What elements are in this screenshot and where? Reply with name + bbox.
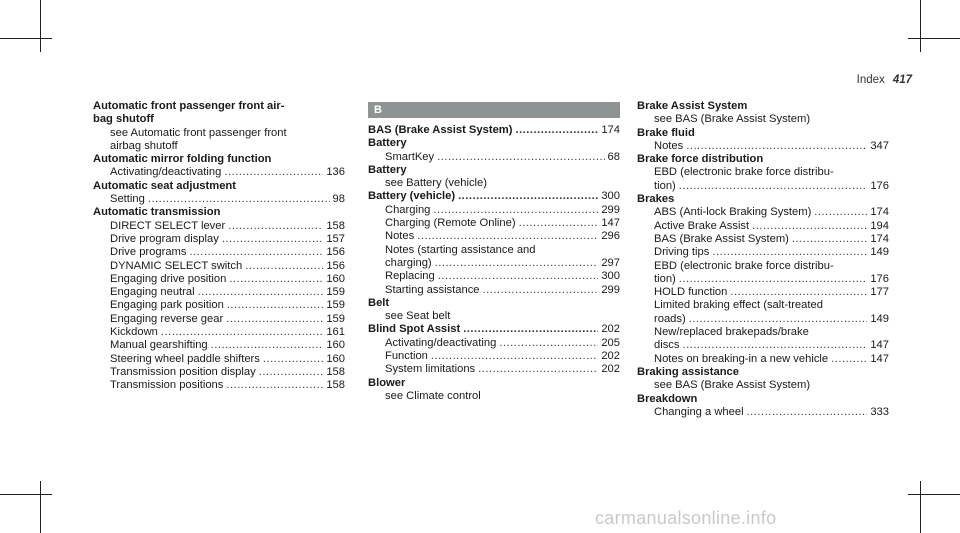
entry-label: Activating/deactivating	[385, 336, 497, 349]
page-reference[interactable]: 205	[601, 336, 620, 349]
entry-label: Battery	[368, 137, 407, 150]
index-subentry	[368, 177, 620, 190]
entry-label: Notes on breaking-in a new vehicle	[654, 352, 829, 365]
header-label: Index	[856, 74, 885, 86]
dot-leader	[433, 204, 598, 217]
entry-label: Limited braking effect (salt-treated	[654, 299, 823, 312]
dot-leader	[814, 206, 867, 219]
dot-leader	[263, 353, 323, 366]
dot-leader	[437, 151, 604, 164]
index-subentry	[368, 217, 620, 230]
index-heading	[93, 100, 345, 113]
index-subentry	[93, 140, 345, 153]
dot-leader	[483, 284, 599, 297]
dot-leader	[689, 313, 868, 326]
entry-label: BAS (Brake Assist System)	[368, 124, 513, 136]
entry-label: Driving tips	[654, 246, 710, 259]
index-heading	[93, 180, 345, 193]
index-subentry	[93, 193, 345, 206]
page-header	[857, 74, 912, 86]
dot-leader	[229, 273, 323, 286]
dot-leader	[431, 350, 598, 363]
watermark: carmanualsonline.info	[595, 508, 777, 528]
page-reference[interactable]: 174	[870, 232, 889, 245]
entry-label: BAS (Brake Assist System)	[654, 232, 789, 245]
crop-mark	[920, 481, 921, 533]
page-reference[interactable]: 297	[601, 256, 620, 269]
index-subentry	[368, 204, 620, 217]
page-reference[interactable]: 98	[332, 193, 345, 206]
page-reference[interactable]: 160	[326, 352, 345, 365]
page-reference[interactable]: 157	[326, 232, 345, 245]
page-reference[interactable]: 161	[326, 326, 345, 339]
entry-label: HOLD function	[654, 286, 728, 299]
index-subentry	[637, 220, 889, 233]
entry-label: Function	[385, 350, 428, 363]
entry-label: Drive program display	[110, 232, 219, 245]
entry-label: Drive programs	[110, 246, 187, 259]
dot-leader	[679, 180, 868, 193]
index-heading	[368, 190, 620, 203]
page-reference[interactable]: 158	[326, 379, 345, 392]
index-subentry	[637, 406, 889, 419]
crop-mark	[40, 0, 41, 52]
entry-label: Manual gearshifting	[110, 339, 208, 352]
entry-label: airbag shutoff	[110, 139, 178, 152]
dot-leader	[679, 273, 868, 286]
index-heading	[368, 137, 620, 150]
index-subentry	[93, 366, 345, 379]
page-reference[interactable]: 333	[870, 405, 889, 418]
index-heading	[637, 153, 889, 166]
index-subentry	[637, 166, 889, 179]
entry-label: tion)	[654, 179, 676, 192]
index-heading	[637, 100, 889, 113]
entry-label: see Automatic front passenger front	[110, 126, 287, 139]
entry-label: System limitations	[385, 363, 476, 376]
entry-label: Brake Assist System	[637, 100, 748, 112]
index-subentry	[637, 180, 889, 193]
entry-label: Engaging reverse gear	[110, 312, 224, 325]
page-reference[interactable]: 147	[601, 217, 620, 230]
index-subentry	[637, 313, 889, 326]
entry-label: Notes (starting assistance and	[385, 243, 536, 256]
index-heading	[368, 323, 620, 336]
index-subentry	[93, 246, 345, 259]
page-reference[interactable]: 174	[601, 124, 620, 136]
index-subentry	[93, 127, 345, 140]
entry-label: see Battery (vehicle)	[385, 177, 487, 190]
entry-label: Brakes	[637, 193, 675, 206]
index-subentry	[368, 337, 620, 350]
entry-label: Replacing	[385, 270, 435, 283]
index-heading	[93, 206, 345, 219]
entry-label: Charging (Remote Online)	[385, 217, 516, 230]
index-subentry	[93, 260, 345, 273]
index-subentry	[637, 299, 889, 312]
index-heading	[637, 366, 889, 379]
entry-label: Transmission position display	[110, 365, 256, 378]
page-reference[interactable]: 156	[326, 246, 345, 259]
entry-label: Starting assistance	[385, 283, 480, 296]
entry-label: Steering wheel paddle shifters	[110, 352, 260, 365]
index-subentry	[93, 326, 345, 339]
dot-leader	[198, 286, 324, 299]
page-reference[interactable]: 202	[601, 323, 620, 336]
entry-label: Breakdown	[637, 392, 698, 405]
page-reference[interactable]: 158	[326, 219, 345, 232]
index-subentry	[368, 350, 620, 363]
index-subentry	[637, 206, 889, 219]
page-reference[interactable]: 160	[326, 339, 345, 352]
page-reference[interactable]: 147	[870, 352, 889, 365]
index-subentry	[368, 310, 620, 323]
dot-leader	[730, 286, 867, 299]
index-subentry	[637, 233, 889, 246]
dot-leader	[245, 260, 323, 273]
entry-label: tion)	[654, 272, 676, 285]
dot-leader	[712, 246, 867, 259]
index-subentry	[637, 326, 889, 339]
entry-label: Notes	[385, 230, 415, 243]
page-reference[interactable]: 177	[870, 286, 889, 299]
entry-label: Battery	[368, 163, 407, 176]
index-subentry	[368, 284, 620, 297]
crop-mark	[0, 494, 52, 495]
dot-leader	[222, 233, 324, 246]
dot-leader	[148, 193, 330, 206]
index-subentry	[93, 353, 345, 366]
entry-label: Changing a wheel	[654, 405, 744, 418]
entry-label: Brake force distribution	[637, 153, 764, 166]
index-subentry	[93, 166, 345, 179]
dot-leader	[747, 406, 868, 419]
dot-leader	[519, 217, 599, 230]
entry-label: Blind Spot Assist	[368, 323, 461, 336]
page-reference[interactable]: 158	[326, 365, 345, 378]
entry-label: see Climate control	[385, 389, 481, 402]
dot-leader	[417, 230, 598, 243]
dot-leader	[189, 246, 323, 259]
page-reference[interactable]: 68	[607, 150, 620, 163]
entry-label: ABS (Anti-lock Braking System)	[654, 206, 812, 219]
entry-label: see BAS (Brake Assist System)	[654, 113, 811, 126]
dot-leader	[752, 220, 867, 233]
page-reference[interactable]: 149	[870, 246, 889, 259]
dot-leader	[226, 379, 323, 392]
page-reference[interactable]: 176	[870, 179, 889, 192]
crop-mark	[920, 0, 921, 52]
dot-leader	[226, 313, 323, 326]
index-heading	[368, 124, 620, 137]
entry-label: Active Brake Assist	[654, 219, 750, 232]
entry-label: bag shutoff	[93, 113, 154, 126]
index-heading	[368, 377, 620, 390]
entry-label: Belt	[368, 296, 390, 309]
page-reference[interactable]: 299	[601, 203, 620, 216]
page-reference[interactable]: 300	[601, 270, 620, 283]
page-reference[interactable]: 174	[870, 206, 889, 219]
dot-leader	[458, 190, 598, 203]
index-heading	[637, 127, 889, 140]
dot-leader	[161, 326, 323, 339]
dot-leader	[259, 366, 324, 379]
index-subentry	[637, 353, 889, 366]
index-subentry	[93, 286, 345, 299]
index-subentry	[637, 260, 889, 273]
crop-mark	[0, 38, 52, 39]
entry-label: Battery (vehicle)	[368, 190, 456, 203]
index-subentry	[93, 339, 345, 352]
index-subentry	[637, 113, 889, 126]
entry-label: Engaging park position	[110, 299, 224, 312]
dot-leader	[499, 337, 598, 350]
index-column-1	[93, 100, 345, 393]
index-subentry	[368, 390, 620, 403]
entry-label: EBD (electronic brake force distribu-	[654, 166, 834, 179]
index-column-3	[637, 100, 889, 419]
entry-label: discs	[654, 339, 680, 352]
dot-leader	[438, 270, 599, 283]
index-subentry	[637, 273, 889, 286]
dot-leader	[211, 339, 324, 352]
page-reference[interactable]: 299	[601, 283, 620, 296]
index-subentry	[93, 379, 345, 392]
index-subentry	[637, 286, 889, 299]
entry-label: Transmission positions	[110, 379, 224, 392]
section-letter-bar: B	[368, 102, 620, 118]
index-heading	[93, 113, 345, 126]
entry-label: Automatic transmission	[93, 206, 221, 219]
dot-leader	[435, 257, 599, 270]
entry-label: Activating/deactivating	[110, 166, 222, 179]
page-reference[interactable]: 159	[326, 286, 345, 299]
entry-label: Setting	[110, 193, 145, 206]
index-subentry	[93, 220, 345, 233]
page-reference[interactable]: 159	[326, 299, 345, 312]
index-heading	[93, 153, 345, 166]
index-subentry	[637, 140, 889, 153]
entry-label: Engaging drive position	[110, 272, 227, 285]
dot-leader	[227, 299, 324, 312]
entry-label: New/replaced brakepads/brake	[654, 326, 809, 339]
dot-leader	[463, 323, 598, 336]
page-reference[interactable]: 147	[870, 339, 889, 352]
page-reference[interactable]: 149	[870, 312, 889, 325]
index-subentry	[93, 313, 345, 326]
index-subentry	[93, 273, 345, 286]
page-reference[interactable]: 159	[326, 312, 345, 325]
entry-label: SmartKey	[385, 150, 435, 163]
page-reference[interactable]: 347	[870, 139, 889, 152]
page-reference[interactable]: 202	[601, 363, 620, 376]
index-subentry	[368, 151, 620, 164]
entry-label: charging)	[385, 256, 432, 269]
entry-label: Charging	[385, 203, 431, 216]
dot-leader	[515, 124, 598, 137]
index-subentry	[368, 270, 620, 283]
dot-leader	[478, 363, 598, 376]
index-subentry	[368, 230, 620, 243]
entry-label: DIRECT SELECT lever	[110, 219, 226, 232]
dot-leader	[228, 220, 323, 233]
crop-mark	[908, 38, 960, 39]
page-reference[interactable]: 194	[870, 219, 889, 232]
entry-label: DYNAMIC SELECT switch	[110, 259, 243, 272]
page-reference[interactable]: 160	[326, 272, 345, 285]
page-reference[interactable]: 136	[326, 166, 345, 179]
index-column-2	[368, 100, 620, 403]
page-reference[interactable]: 296	[601, 230, 620, 243]
crop-mark	[40, 481, 41, 533]
entry-label: Automatic front passenger front air-	[93, 100, 285, 112]
entry-label: see Seat belt	[385, 310, 451, 323]
index-subentry	[637, 379, 889, 392]
entry-label: Kickdown	[110, 326, 158, 339]
index-subentry	[93, 299, 345, 312]
entry-label: Braking assistance	[637, 365, 739, 378]
entry-label: Brake fluid	[637, 126, 695, 139]
dot-leader	[224, 166, 323, 179]
page-reference[interactable]: 202	[601, 350, 620, 363]
index-heading	[637, 393, 889, 406]
entry-label: Automatic seat adjustment	[93, 179, 236, 192]
page-reference[interactable]: 300	[601, 190, 620, 203]
entry-label: Notes	[654, 139, 684, 152]
index-subentry	[637, 246, 889, 259]
index-heading	[368, 164, 620, 177]
entry-label: Engaging neutral	[110, 286, 195, 299]
dot-leader	[831, 353, 867, 366]
entry-label: Blower	[368, 376, 406, 389]
crop-mark	[908, 494, 960, 495]
index-subentry	[93, 233, 345, 246]
entry-label: see BAS (Brake Assist System)	[654, 379, 811, 392]
index-heading	[637, 193, 889, 206]
page-reference[interactable]: 176	[870, 272, 889, 285]
dot-leader	[686, 140, 867, 153]
entry-label: roads)	[654, 312, 686, 325]
index-heading	[368, 297, 620, 310]
dot-leader	[792, 233, 867, 246]
index-subentry	[368, 363, 620, 376]
index-subentry	[368, 244, 620, 257]
dot-leader	[683, 339, 868, 352]
page-number: 417	[892, 74, 912, 86]
page-reference[interactable]: 156	[326, 259, 345, 272]
entry-label: EBD (electronic brake force distribu-	[654, 259, 834, 272]
index-subentry	[637, 339, 889, 352]
entry-label: Automatic mirror folding function	[93, 153, 272, 166]
index-subentry	[368, 257, 620, 270]
